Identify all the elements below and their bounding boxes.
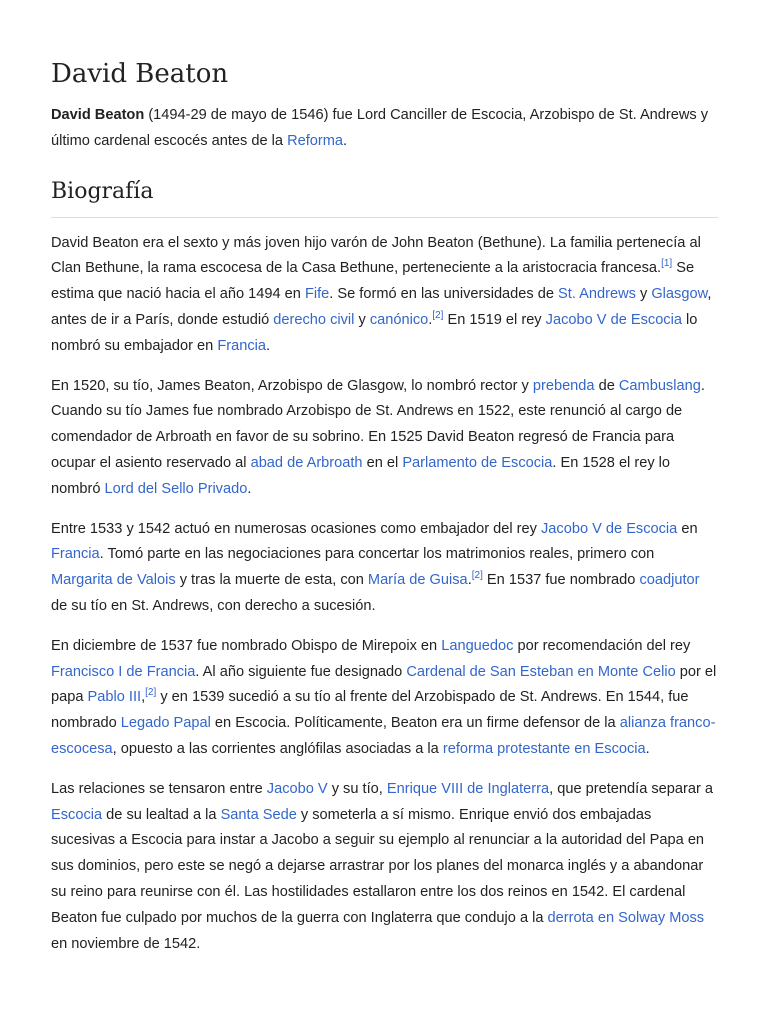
link-alianza-franco-escocesa[interactable]: alianza franco-escocesa	[51, 715, 716, 757]
text: en el	[362, 454, 403, 471]
text: Entre 1533 y 1542 actuó en numerosas ocasiones como embajador del rey	[51, 520, 541, 537]
link-glasgow[interactable]: Glasgow	[651, 286, 708, 303]
text: .	[645, 740, 650, 757]
link-maria-de-guisa[interactable]: María de Guisa	[367, 572, 468, 589]
text: de su tío en St. Andrews, con derecho a sucesión.	[51, 597, 376, 614]
link-escocia[interactable]: Escocia	[51, 806, 103, 823]
text: (1494-29 de mayo de 1546) fue Lord Canciller de Escocia, Arzobispo de St. Andrews y último cardenal escocés antes de la	[51, 107, 709, 149]
link-abad-de-arbroath[interactable]: abad de Arbroath	[250, 454, 363, 471]
text: y en 1539 sucedió a su tío al frente del Arzobispado de St. Andrews. En 1544, fue nombrado	[51, 689, 689, 732]
link-legado-papal[interactable]: Legado Papal	[120, 715, 211, 732]
link-derrota-solway-moss[interactable]: derrota en Solway Moss	[547, 909, 705, 926]
link-parlamento-de-escocia[interactable]: Parlamento de Escocia	[402, 454, 553, 471]
link-st-andrews[interactable]: St. Andrews	[558, 286, 636, 303]
text: en Escocia. Políticamente, Beaton era un firme defensor de la	[210, 715, 620, 732]
link-jacobo-v[interactable]: Jacobo V	[266, 780, 328, 797]
text: por el papa	[51, 663, 717, 706]
text: . En 1528 el rey lo nombró	[51, 454, 671, 497]
link-derecho-civil[interactable]: derecho civil	[273, 311, 355, 328]
link-reforma[interactable]: Reforma	[287, 132, 344, 149]
text: . Tomó parte en las negociaciones para concertar los matrimonios reales, primero con	[99, 546, 655, 563]
lead-bold-name: David Beaton	[51, 107, 145, 123]
text: .	[265, 337, 271, 354]
ref-2[interactable]: [2]	[432, 309, 444, 321]
paragraph-4	[51, 634, 718, 763]
ref-2[interactable]: [2]	[471, 570, 483, 582]
page-title: David Beaton	[51, 59, 229, 89]
link-prebenda[interactable]: prebenda	[532, 377, 595, 394]
text: . Se formó en las universidades de	[329, 286, 559, 303]
text: Se estima que nació hacia el año 1494 en	[51, 260, 695, 303]
text: , opuesto a las corrientes anglófilas asociadas a la	[112, 740, 443, 757]
link-cardenal-san-esteban[interactable]: Cardenal de San Esteban en Monte Celio	[406, 663, 676, 680]
text: ,	[141, 689, 146, 706]
text: Las relaciones se tensaron entre	[51, 780, 267, 797]
text: En 1519 el rey	[443, 311, 546, 328]
text: en	[677, 520, 698, 537]
link-jacobo-v[interactable]: Jacobo V de Escocia	[545, 311, 682, 328]
text: y someterla a sí mismo. Enrique envió dos embajadas sucesivas a Escocia para instar a Jacobo a seguir su ejemplo al renunciar a la autoridad del Papa en sus dominios, pero este se negó a dejarse arrastrar por los planes del monarca inglés y a abandonar su reino para reunirse con él. Las hostilidades estallaron entre los dos reinos en 1542. El cardenal Beaton fue culpado por muchos de la guerra con Inglaterra que condujo a la	[51, 806, 705, 926]
link-reforma-protestante[interactable]: reforma protestante en Escocia	[442, 740, 646, 757]
text: lo nombró su embajador en	[51, 311, 698, 354]
text: .	[467, 572, 472, 589]
text: de	[594, 377, 619, 394]
paragraph-1	[51, 231, 718, 360]
ref-1[interactable]: [1]	[661, 258, 673, 270]
text: .	[343, 132, 348, 149]
text: por recomendación del rey	[513, 637, 691, 654]
link-coadjutor[interactable]: coadjutor	[639, 572, 700, 589]
text: .	[247, 480, 252, 497]
text: en noviembre de 1542.	[51, 935, 201, 952]
section-title-biografia: Biografía	[51, 155, 718, 218]
paragraph-5	[51, 777, 718, 958]
link-jacobo-v[interactable]: Jacobo V de Escocia	[541, 520, 678, 537]
link-pablo-iii[interactable]: Pablo III	[87, 689, 142, 706]
text: y su tío,	[327, 780, 387, 797]
link-francia[interactable]: Francia	[217, 337, 266, 354]
text: de su lealtad a la	[102, 806, 221, 823]
text: y tras la muerte de esta, con	[175, 572, 368, 589]
text: , que pretendía separar a	[549, 780, 714, 797]
link-santa-sede[interactable]: Santa Sede	[220, 806, 297, 823]
ref-2[interactable]: [2]	[145, 687, 157, 699]
paragraph-3	[51, 517, 718, 620]
text: En 1537 fue nombrado	[482, 572, 640, 589]
text: .	[428, 311, 433, 328]
text: En diciembre de 1537 fue nombrado Obispo de Mirepoix en	[51, 637, 442, 654]
link-languedoc[interactable]: Languedoc	[441, 637, 514, 654]
link-francia[interactable]: Francia	[51, 546, 100, 563]
text: En 1520, su tío, James Beaton, Arzobispo de Glasgow, lo nombró rector y	[51, 377, 533, 394]
text: y	[635, 286, 652, 303]
text: y	[354, 311, 370, 328]
text: , antes de ir a París, donde estudió	[51, 286, 712, 328]
link-cambuslang[interactable]: Cambuslang	[618, 377, 701, 394]
link-francisco-i[interactable]: Francisco I de Francia	[51, 663, 196, 680]
link-enrique-viii[interactable]: Enrique VIII de Inglaterra	[386, 780, 550, 797]
link-fife[interactable]: Fife	[304, 286, 330, 303]
link-canonico[interactable]: canónico	[369, 311, 429, 328]
paragraph-2	[51, 374, 718, 503]
lead-paragraph	[51, 103, 718, 155]
link-lord-del-sello-privado[interactable]: Lord del Sello Privado	[104, 480, 248, 497]
text: David Beaton era el sexto y más joven hijo varón de John Beaton (Bethune). La familia pertenecía al Clan Bethune, la rama escocesa de la Casa Bethune, perteneciente a la aristocracia francesa.	[51, 234, 701, 277]
text: . Cuando su tío James fue nombrado Arzobispo de St. Andrews en 1522, este renunció al cargo de comendador de Arbroath en favor de su sobrino. En 1525 David Beaton regresó de Francia para ocupar el asiento reservado al	[51, 377, 705, 471]
link-margarita-de-valois[interactable]: Margarita de Valois	[51, 572, 176, 589]
text: . Al año siguiente fue designado	[195, 663, 407, 680]
